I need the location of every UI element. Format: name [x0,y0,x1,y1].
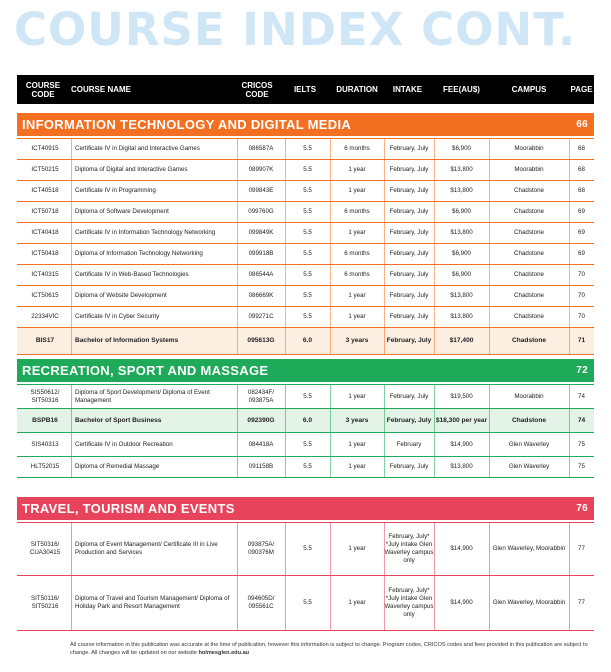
cell-code: BIS17 [35,337,55,344]
cell-campus: Glen Waverley [508,440,550,448]
column-divider [71,160,72,180]
cell-duration: 3 years [345,337,369,344]
column-divider [71,265,72,285]
cell-code: ICT40518 [31,187,59,194]
cell-duration: 1 year [348,599,366,606]
cell-name: Certificate IV in Cyber Security [75,313,160,320]
cell-name: Bachelor of Sport Business [75,416,162,424]
cell-name: Certificate IV in Information Technology Networking [75,229,216,236]
cell-page: 69 [578,229,585,236]
col-course-code: COURSE CODE [25,80,61,99]
table-row [17,139,594,160]
footer-text: All course information in this publication was accurate at the time of publication, however this information is subject to change. Program codes, CRICOS codes and fees provided in this publication are subject to change. All changes will be updated on our website [70,642,588,656]
cell-code: HLT52015 [30,463,60,470]
cell-page: 70 [578,271,585,278]
col-cricos-code: CRICOS CODE [241,80,273,99]
cell-ielts: 5.5 [303,440,312,448]
section-page: 72 [576,365,588,376]
cell-intake: February, July [389,271,429,278]
column-divider [71,202,72,222]
cell-intake: February, July* *July intake Glen Waverley campus only [384,533,434,564]
cell-campus: Chadstone [511,416,547,424]
col-fee: FEE(AU$) [443,85,480,94]
cell-ielts: 5.5 [303,229,312,236]
cell-name: Certificate IV in Digital and Interactive Games [75,145,200,152]
cell-intake: February, July [389,166,429,173]
cell-ielts: 5.5 [303,392,312,400]
cell-name: Diploma of Information Technology Networking [75,250,203,257]
cell-code: SIS50612/ SIT50316 [30,388,60,404]
cell-ielts: 5.5 [303,187,312,194]
column-divider [71,307,72,327]
cell-ielts: 5.5 [303,463,312,470]
cell-campus: Moorabbin [514,166,544,173]
cell-page: 69 [578,250,585,257]
column-divider [71,223,72,243]
cell-ielts: 5.5 [303,250,312,257]
cell-duration: 1 year [348,187,366,194]
cell-fee: $6,900 [452,250,471,257]
cell-ielts: 5.5 [303,271,312,278]
section-page: 66 [576,119,588,130]
cell-page: 68 [578,145,585,152]
col-duration: DURATION [336,85,378,94]
table-row [17,286,594,307]
cell-intake: February, July* *July intake Glen Waverley campus only [384,587,434,618]
cell-cricos: 099760G [248,208,274,215]
cell-fee: $6,900 [452,145,471,152]
cell-cricos: 095613G [247,337,275,344]
section-header [17,497,594,520]
table-row [17,576,594,631]
cell-ielts: 5.5 [303,166,312,173]
cell-page: 68 [578,187,585,194]
cell-intake: February, July [389,145,429,152]
column-divider [71,139,72,159]
cell-code: ICT50215 [31,166,59,173]
cell-code: SIT50316/ CUA30415 [29,541,61,556]
cell-cricos: 091158B [248,463,274,470]
table-row [17,244,594,265]
cell-cricos: 086544A [248,271,274,278]
column-divider [71,244,72,264]
cell-duration: 1 year [348,292,366,299]
cell-ielts: 5.5 [303,545,312,552]
cell-duration: 6 months [344,208,370,215]
cell-campus: Chadstone [514,313,544,320]
section-travel-tourism-events [17,497,594,631]
cell-fee: $13,800 [450,292,473,299]
cell-duration: 1 year [348,166,366,173]
cell-code: SIT50116/ SIT50216 [30,595,60,610]
cell-page: 74 [578,392,585,400]
cell-intake: February, July [389,392,429,400]
col-campus: CAMPUS [511,85,547,94]
cell-duration: 6 months [344,271,370,278]
cell-page: 68 [578,166,585,173]
cell-duration: 6 months [344,250,370,257]
table-row [17,457,594,478]
column-divider [71,523,72,575]
cell-campus: Glen Waverley [508,463,550,470]
cell-intake: February, July [386,337,432,344]
column-divider [71,286,72,306]
section-title: INFORMATION TECHNOLOGY AND DIGITAL MEDIA [22,117,352,132]
cell-cricos: 099918B [248,250,274,257]
cell-cricos: 086587A [248,145,274,152]
cell-code: ICT40915 [31,145,59,152]
cell-fee: $13,800 [450,463,473,470]
cell-cricos: 093875A/ 090376M [247,541,275,556]
section-title: RECREATION, SPORT AND MASSAGE [22,363,269,378]
cell-cricos: 089907K [248,166,274,173]
cell-campus: Moorabbin [514,392,544,400]
cell-ielts: 5.5 [303,313,312,320]
table-row [17,328,594,355]
table-row [17,265,594,286]
cell-cricos: 082434F/ 093875A [247,388,275,404]
cell-duration: 1 year [348,545,366,552]
table-row [17,202,594,223]
section-page: 76 [576,503,588,514]
cell-cricos: 092390G [247,416,275,424]
column-divider [71,576,72,630]
cell-fee: $6,900 [452,271,471,278]
table-row [17,181,594,202]
cell-code: ICT40315 [31,271,59,278]
column-divider [71,457,72,477]
cell-code: ICT40418 [31,229,59,236]
cell-fee: $13,800 [450,166,473,173]
cell-fee: $14,900 [450,440,473,448]
cell-campus: Chadstone [514,292,544,299]
cell-cricos: 086669K [248,292,274,299]
cell-campus: Glen Waverley, Moorabbin [492,545,566,552]
section-title: TRAVEL, TOURISM AND EVENTS [22,501,235,516]
cell-campus: Moorabbin [514,145,544,152]
cell-ielts: 6.0 [302,416,313,424]
cell-page: 71 [577,337,586,344]
cell-fee: $13,800 [450,313,473,320]
cell-duration: 1 year [348,440,366,448]
cell-code: 22334VIC [31,313,59,320]
cell-page: 75 [578,440,585,448]
table-row [17,523,594,576]
cell-duration: 3 years [345,416,369,424]
cell-campus: Chadstone [511,337,547,344]
section-header [17,113,594,136]
table-row [17,307,594,328]
cell-campus: Chadstone [514,187,544,194]
cell-intake: February, July [386,416,432,424]
column-divider [71,409,72,432]
cell-fee: $6,900 [452,208,471,215]
cell-code: ICT50718 [31,208,59,215]
cell-cricos: 099849K [248,229,274,236]
table-header [17,75,594,104]
cell-intake: February, July [389,313,429,320]
cell-code: BSPB16 [32,416,58,424]
table-row [17,385,594,409]
cell-cricos: 099843E [248,187,274,194]
cell-cricos: 099271C [248,313,274,320]
cell-name: Diploma of Software Development [75,208,169,215]
cell-cricos: 094605D/ 095561C [247,595,275,610]
cell-duration: 6 months [344,145,370,152]
cell-page: 77 [578,545,585,552]
cell-name: Certificate IV in Outdoor Recreation [75,440,173,448]
col-page: PAGE [570,85,593,94]
cell-ielts: 6.0 [302,337,313,344]
cell-intake: February, July [389,250,429,257]
section-header [17,359,594,382]
column-divider [71,181,72,201]
page-title: COURSE INDEX CONT. [14,3,577,56]
cell-fee: $14,900 [450,545,473,552]
column-divider [71,328,72,354]
cell-page: 75 [578,463,585,470]
cell-intake: February, July [389,463,429,470]
cell-ielts: 5.5 [303,292,312,299]
cell-name: Diploma of Sport Development/ Diploma of Event Management [75,388,210,404]
cell-page: 70 [578,292,585,299]
cell-campus: Chadstone [514,208,544,215]
cell-name: Diploma of Travel and Tourism Management/ Diploma of Holiday Park and Resort Management [75,595,230,610]
cell-name: Diploma of Event Management/ Certificate III in Live Production and Services [75,541,218,556]
cell-page: 77 [578,599,585,606]
cell-campus: Chadstone [514,271,544,278]
cell-duration: 1 year [348,463,366,470]
cell-fee: $14,900 [450,599,473,606]
table-row [17,409,594,433]
section-it-digital-media [17,113,594,355]
cell-page: 69 [578,208,585,215]
cell-fee: $18,300 per year [435,416,488,424]
cell-name: Certificate IV in Web-Based Technologies [75,271,189,278]
cell-duration: 1 year [348,392,366,400]
cell-fee: $19,500 [450,392,473,400]
column-divider [71,385,72,408]
column-divider [71,433,72,456]
cell-intake: February, July [389,229,429,236]
cell-campus: Glen Waverley, Moorabbin [492,599,566,606]
cell-fee: $13,800 [450,229,473,236]
cell-name: Diploma of Digital and Interactive Games [75,166,188,173]
cell-code: SIS40313 [31,440,59,448]
footer-disclaimer [70,641,594,657]
cell-campus: Chadstone [514,229,544,236]
cell-campus: Chadstone [514,250,544,257]
cell-duration: 1 year [348,313,366,320]
col-intake: INTAKE [392,85,423,94]
cell-intake: February, July [389,292,429,299]
cell-duration: 1 year [348,229,366,236]
cell-name: Bachelor of Information Systems [75,337,179,344]
cell-name: Certificate IV in Programming [75,187,156,194]
table-row [17,223,594,244]
cell-page: 74 [577,416,586,424]
footer-website-link[interactable]: holmesglen.edu.au [198,650,250,656]
cell-ielts: 5.5 [303,599,312,606]
table-row [17,433,594,457]
cell-intake: February, July [389,187,429,194]
cell-fee: $13,800 [450,187,473,194]
cell-intake: February, July [389,208,429,215]
col-course-name: COURSE NAME [71,85,132,94]
cell-code: ICT50418 [31,250,59,257]
table-row [17,160,594,181]
section-recreation-sport-massage [17,359,594,478]
col-ielts: IELTS [293,85,317,94]
cell-code: ICT50615 [31,292,59,299]
cell-fee: $17,400 [449,337,474,344]
cell-name: Diploma of Website Development [75,292,167,299]
cell-cricos: 084418A [248,440,274,448]
cell-name: Diploma of Remedial Massage [75,463,160,470]
cell-page: 70 [578,313,585,320]
cell-ielts: 5.5 [303,145,312,152]
cell-ielts: 5.5 [303,208,312,215]
cell-intake: February [396,440,422,448]
